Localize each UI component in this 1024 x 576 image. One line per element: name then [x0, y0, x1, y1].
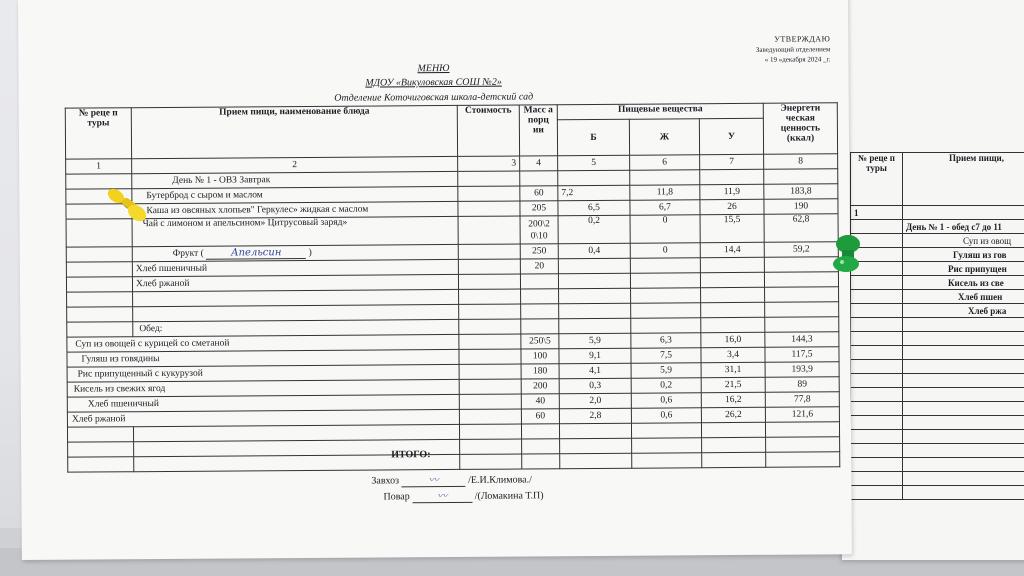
- manager-signature: 〰: [402, 471, 466, 487]
- empty-cell: [521, 424, 559, 439]
- column-number: 3: [458, 156, 520, 171]
- dish-name: Суп из овощ: [903, 234, 1024, 248]
- fat-value: 6,3: [631, 333, 701, 348]
- empty-cell: [851, 290, 903, 304]
- fat-value: 7,5: [631, 348, 701, 363]
- empty-cell: [851, 402, 903, 416]
- fruit-label: Фрукт (: [172, 248, 204, 259]
- carbs-value: 21,5: [701, 377, 765, 392]
- yellow-pushpin-icon: [104, 186, 152, 228]
- empty-cell: [631, 318, 701, 333]
- empty-cell: [851, 458, 903, 472]
- empty-cell: [851, 374, 903, 388]
- empty-cell: [903, 444, 1024, 458]
- empty-cell: [458, 216, 520, 244]
- dish-name: Кисель из све: [903, 276, 1024, 290]
- empty-cell: [700, 272, 764, 287]
- fat-value: 6,7: [630, 200, 700, 215]
- carbs-value: 16,0: [701, 332, 765, 347]
- empty-cell: [765, 287, 839, 303]
- empty-cell: [459, 364, 521, 379]
- empty-cell: [851, 388, 903, 402]
- empty-cell: [67, 307, 133, 322]
- fruit-label-end: ): [308, 247, 312, 258]
- empty-cell: [700, 257, 764, 272]
- empty-cell: [460, 454, 522, 469]
- column-number: 6: [630, 155, 700, 170]
- carbs-value: 15,5: [700, 214, 764, 242]
- empty-cell: [765, 317, 839, 333]
- energy-value: 193,9: [765, 362, 839, 378]
- carbs-value: 16,2: [701, 392, 765, 407]
- empty-cell: [66, 247, 132, 262]
- empty-cell: [458, 201, 520, 216]
- cook-role: Повар: [383, 491, 410, 503]
- empty-cell: [459, 379, 521, 394]
- empty-cell: [851, 430, 903, 444]
- empty-cell: [903, 318, 1024, 332]
- empty-cell: [766, 437, 840, 453]
- empty-cell: [522, 454, 560, 469]
- green-pushpin-icon: [826, 232, 866, 276]
- empty-cell: [700, 169, 764, 184]
- empty-cell: [459, 334, 521, 349]
- empty-cell: [903, 458, 1024, 472]
- empty-cell: [631, 288, 701, 303]
- school-name: МДОУ «Викуловская СОШ №2»: [365, 76, 502, 89]
- empty-cell: [903, 416, 1024, 430]
- empty-cell: [458, 259, 520, 274]
- cook-signature-line: [383, 486, 543, 503]
- empty-cell: [66, 262, 132, 277]
- carbs-value: 3,4: [701, 347, 765, 362]
- empty-cell: [851, 416, 903, 430]
- empty-cell: [766, 452, 840, 468]
- empty-cell: [903, 486, 1024, 500]
- empty-cell: [631, 303, 701, 318]
- protein-value: 2,0: [559, 393, 631, 409]
- recipe-column-header: № реце п туры: [851, 153, 903, 206]
- protein-value: 7,2: [558, 185, 630, 201]
- mass-value: 250\5: [521, 334, 559, 349]
- dish-column-header: Прием пищи, наименование блюда: [131, 105, 457, 158]
- empty-cell: [67, 427, 133, 442]
- empty-cell: [851, 472, 903, 486]
- menu-sheet: [18, 0, 852, 560]
- empty-cell: [702, 452, 766, 467]
- empty-cell: [460, 439, 522, 454]
- empty-cell: [521, 304, 559, 319]
- fat-value: 11,8: [630, 185, 700, 200]
- fat-value: 0,6: [631, 393, 701, 408]
- empty-cell: [459, 394, 521, 409]
- dish-column-header: Прием пищи,: [903, 153, 1024, 206]
- recipe-column-header: № реце п туры: [65, 108, 131, 159]
- mass-value: 200\2 0\10: [520, 216, 558, 244]
- empty-cell: [68, 457, 134, 472]
- empty-cell: [903, 206, 1024, 220]
- empty-cell: [851, 318, 903, 332]
- empty-cell: [459, 289, 521, 304]
- fat-value: 0,2: [631, 378, 701, 393]
- column-number: 2: [132, 156, 458, 173]
- manager-signature-line: [371, 470, 532, 487]
- fat-header: Ж: [629, 119, 699, 155]
- empty-cell: [67, 322, 133, 337]
- protein-value: 0,3: [559, 378, 631, 394]
- empty-cell: [702, 437, 766, 452]
- fat-value: 5,9: [631, 363, 701, 378]
- empty-cell: [458, 186, 520, 201]
- empty-cell: [68, 442, 134, 457]
- empty-cell: [631, 423, 701, 438]
- fat-value: 0: [630, 243, 700, 258]
- empty-cell: [765, 422, 839, 438]
- carbs-value: 26: [700, 199, 764, 214]
- mass-value: 205: [520, 201, 558, 216]
- carbs-value: 26,2: [701, 407, 765, 422]
- column-number: 4: [520, 156, 558, 171]
- empty-cell: [701, 317, 765, 332]
- protein-value: 6,5: [558, 200, 630, 216]
- second-menu-sheet: [842, 0, 1024, 560]
- empty-cell: [764, 169, 838, 185]
- dish-name: Хлеб ржаной: [132, 274, 458, 291]
- fat-value: 0,6: [631, 408, 701, 423]
- dish-name: Суп из овощей с курицей со сметаной: [67, 334, 459, 352]
- dish-name: Кисель из свежих ягод: [67, 379, 459, 397]
- empty-cell: [701, 287, 765, 302]
- manager-name: /Е.И.Климова./: [468, 474, 532, 486]
- energy-value: 121,6: [765, 407, 839, 423]
- empty-cell: [459, 409, 521, 424]
- fat-value: 0: [630, 215, 700, 243]
- empty-cell: [559, 288, 631, 304]
- protein-value: 4,1: [559, 363, 631, 379]
- total-label: ИТОГО:: [391, 449, 431, 461]
- carbs-value: 11,9: [700, 184, 764, 199]
- mass-value: 180: [521, 364, 559, 379]
- energy-value: 183,8: [764, 184, 838, 200]
- empty-cell: [560, 438, 632, 454]
- empty-cell: [851, 444, 903, 458]
- energy-column-header: Энергети ческая ценность (ккал): [763, 103, 837, 155]
- empty-cell: [559, 423, 631, 439]
- empty-cell: [521, 289, 559, 304]
- dish-name: Каша из овсяных хлопьев" Геркулес» жидкая с маслом: [132, 201, 458, 218]
- protein-header: Б: [557, 119, 629, 156]
- protein-value: 9,1: [559, 348, 631, 364]
- empty-cell: [520, 171, 558, 186]
- approval-heading: УТВЕРЖДАЮ: [774, 34, 831, 44]
- carbs-value: 31,1: [701, 362, 765, 377]
- energy-value: 144,3: [765, 332, 839, 348]
- empty-cell: [458, 244, 520, 259]
- dish-name: Гуляш из гов: [903, 248, 1024, 262]
- nutrients-header: Пищевые вещества: [557, 103, 763, 119]
- energy-value: 117,5: [765, 347, 839, 363]
- protein-value: 2,8: [559, 408, 631, 424]
- empty-cell: [851, 346, 903, 360]
- empty-cell: [630, 170, 700, 185]
- dish-name: Бутерброд с сыром и маслом: [132, 186, 458, 203]
- empty-cell: [459, 304, 521, 319]
- column-number: 7: [700, 154, 764, 169]
- dish-name: Рис припущен: [903, 262, 1024, 276]
- empty-cell: [560, 453, 632, 469]
- empty-cell: [765, 302, 839, 318]
- dish-name: Рис припущенный с кукурузой: [67, 364, 459, 382]
- carbs-value: 14,4: [700, 242, 764, 257]
- empty-cell: [701, 422, 765, 437]
- menu-title: МЕНЮ: [417, 62, 450, 75]
- manager-role: Завхоз: [371, 475, 400, 487]
- column-number: 5: [558, 155, 630, 171]
- energy-value: 190: [764, 199, 838, 215]
- energy-value: 89: [765, 377, 839, 393]
- carbs-header: У: [699, 118, 763, 154]
- empty-cell: [903, 388, 1024, 402]
- approval-position: Заведующий отделением: [755, 45, 831, 54]
- mass-value: 60: [520, 186, 558, 201]
- cook-signature: 〰: [412, 487, 472, 503]
- empty-cell: [903, 332, 1024, 346]
- empty-cell: [701, 302, 765, 317]
- empty-cell: [458, 274, 520, 289]
- empty-cell: [851, 332, 903, 346]
- dish-name: Хлеб пшеничный: [132, 259, 458, 276]
- empty-cell: [522, 439, 560, 454]
- protein-value: 5,9: [559, 333, 631, 349]
- empty-cell: [851, 276, 903, 290]
- empty-cell: [559, 303, 631, 319]
- energy-value: 62,8: [764, 214, 838, 243]
- menu-table: [65, 102, 841, 472]
- empty-cell: [632, 453, 702, 468]
- dish-name: Хлеб ржа: [903, 304, 1024, 318]
- empty-cell: [459, 424, 521, 439]
- mass-value: 100: [521, 349, 559, 364]
- empty-cell: [559, 318, 631, 334]
- empty-cell: [630, 258, 700, 273]
- empty-cell: [459, 319, 521, 334]
- department-name: Отделение Коточиговская школа-детский сад: [334, 91, 534, 104]
- mass-value: 20: [520, 259, 558, 274]
- protein-value: 0,4: [558, 243, 630, 259]
- mass-value: 250: [520, 244, 558, 259]
- column-number: 1: [66, 159, 132, 174]
- empty-cell: [851, 360, 903, 374]
- empty-cell: [903, 346, 1024, 360]
- empty-cell: [66, 277, 132, 292]
- second-menu-table: [850, 152, 1024, 500]
- mass-value: 40: [521, 394, 559, 409]
- dish-name: Чай с лимоном и апельсином» Цитрусовый заряд»: [132, 216, 458, 246]
- dish-name: Хлеб пшеничный: [67, 394, 459, 412]
- empty-cell: [459, 349, 521, 364]
- mass-column-header: Масс а порц ии: [519, 105, 557, 156]
- energy-value: 59,2: [764, 242, 838, 258]
- empty-cell: [903, 374, 1024, 388]
- empty-cell: [851, 304, 903, 318]
- cost-column-header: Стоимость: [457, 105, 519, 156]
- empty-cell: [903, 360, 1024, 374]
- empty-cell: [521, 319, 559, 334]
- empty-cell: [851, 486, 903, 500]
- empty-cell: [558, 258, 630, 274]
- breakfast-day-label: День № 1 - ОВЗ Завтрак: [132, 171, 458, 188]
- dish-name: Хлеб ржаной: [67, 409, 459, 427]
- column-number: 1: [851, 206, 903, 220]
- column-number: 8: [764, 154, 838, 170]
- empty-cell: [903, 472, 1024, 486]
- protein-value: 0,2: [558, 215, 630, 244]
- day-label: День № 1 - обед с7 до 11: [903, 220, 1024, 234]
- empty-cell: [558, 273, 630, 289]
- handwritten-fruit: Апельсин: [206, 247, 306, 260]
- empty-cell: [558, 170, 630, 186]
- empty-cell: [520, 274, 558, 289]
- dish-name: Хлеб пшен: [903, 290, 1024, 304]
- empty-cell: [67, 292, 133, 307]
- lunch-label: Обед:: [133, 319, 459, 336]
- empty-cell: [903, 402, 1024, 416]
- energy-value: 77,8: [765, 392, 839, 408]
- approval-date: « 19 »декабря 2024 _г.: [764, 55, 831, 64]
- empty-cell: [630, 273, 700, 288]
- mass-value: 200: [521, 379, 559, 394]
- empty-cell: [632, 438, 702, 453]
- empty-cell: [903, 430, 1024, 444]
- empty-cell: [458, 171, 520, 186]
- dish-name: Гуляш из говядины: [67, 349, 459, 367]
- mass-value: 60: [521, 409, 559, 424]
- cook-name: /(Ломакина Т.П): [474, 490, 544, 502]
